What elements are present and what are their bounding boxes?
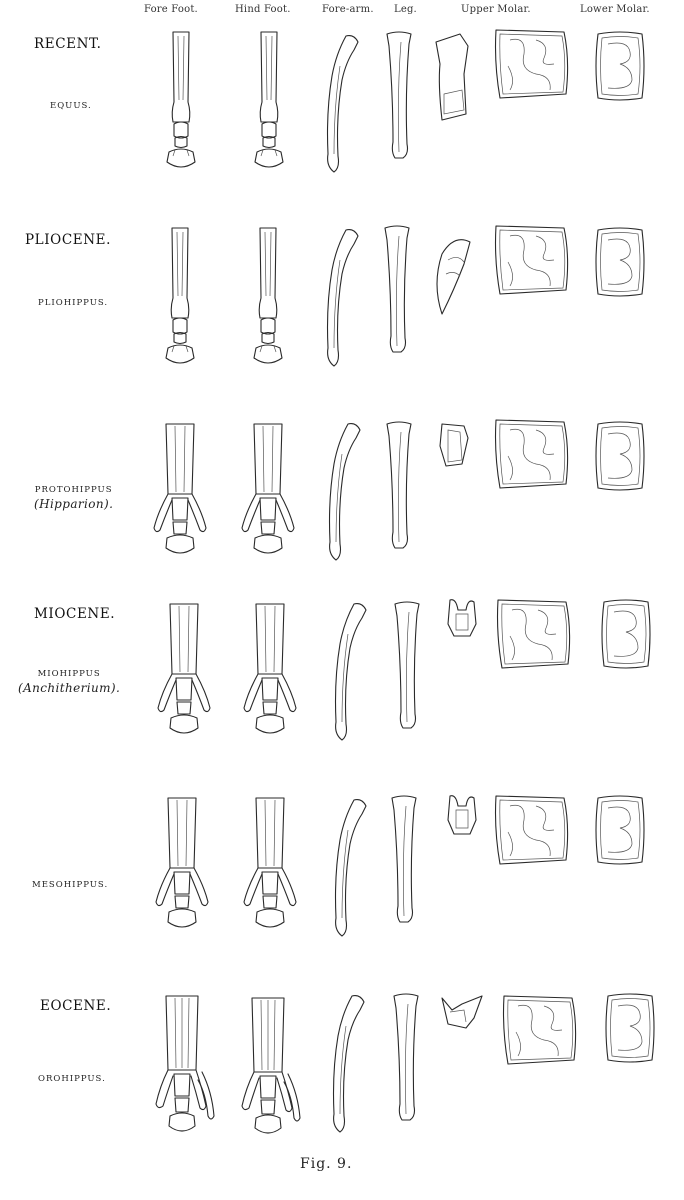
row-pliohippus — [166, 226, 644, 366]
era-label-recent: RECENT. — [34, 36, 102, 52]
lower-molar-drawing — [596, 32, 644, 100]
lower-molar-drawing — [606, 994, 654, 1062]
column-heading-fore-foot: Fore Foot. — [144, 4, 198, 15]
leg-drawing — [387, 32, 411, 158]
row-orohippus — [156, 994, 654, 1133]
genus-name: MIOHIPPUS — [37, 669, 101, 679]
fore-foot-drawing — [158, 604, 210, 733]
genus-name: PROTOHIPPUS — [34, 485, 113, 495]
row-equus — [167, 30, 644, 172]
upper-molar-drawing — [504, 996, 576, 1064]
lower-molar-drawing — [596, 796, 644, 864]
era-label-pliocene: PLIOCENE. — [25, 232, 111, 248]
leg-drawing — [394, 994, 418, 1120]
upper-molar-drawing — [496, 30, 568, 98]
fore-foot-drawing — [166, 228, 194, 363]
fore-foot-drawing — [167, 32, 195, 167]
upper-molar-drawing — [496, 796, 568, 864]
figure-caption: Fig. 9. — [300, 1156, 353, 1172]
premolar-drawing — [440, 424, 468, 466]
genus-synonym: (Hipparion). — [34, 497, 114, 511]
incisor-drawing — [437, 240, 470, 314]
column-heading-upper-molar: Upper Molar. — [461, 4, 531, 15]
fore-foot-drawing — [156, 798, 208, 927]
row-mesohippus — [156, 796, 644, 936]
hind-foot-drawing — [244, 798, 296, 927]
column-heading-hind-foot: Hind Foot. — [235, 4, 291, 15]
fore-arm-drawing — [328, 36, 359, 172]
upper-molar-drawing — [496, 420, 568, 488]
incisor-drawing — [436, 34, 468, 120]
fore-arm-drawing — [328, 230, 359, 366]
fore-arm-drawing — [334, 996, 365, 1132]
genus-label-equus: EQUUS. — [50, 101, 92, 111]
fore-arm-drawing — [336, 604, 367, 740]
hind-foot-drawing — [244, 604, 296, 733]
genus-synonym: (Anchitherium). — [18, 681, 121, 695]
hind-foot-drawing — [255, 32, 283, 167]
leg-drawing — [387, 422, 411, 548]
hind-foot-drawing — [242, 998, 300, 1133]
row-miohippus — [158, 600, 650, 740]
fore-foot-drawing — [154, 424, 206, 553]
genus-label-orohippus: OROHIPPUS. — [38, 1074, 106, 1084]
upper-molar-drawing — [498, 600, 570, 668]
hind-foot-drawing — [254, 228, 282, 363]
lower-molar-drawing — [596, 228, 644, 296]
leg-drawing — [392, 796, 416, 922]
row-protohippus — [154, 420, 644, 560]
era-label-miocene: MIOCENE. — [34, 606, 116, 622]
genus-label-pliohippus: PLIOHIPPUS. — [38, 298, 109, 308]
hind-foot-drawing — [242, 424, 294, 553]
genus-label-mesohippus: MESOHIPPUS. — [32, 880, 109, 890]
lower-molar-drawing — [596, 422, 644, 490]
lower-molar-drawing — [602, 600, 650, 668]
leg-drawing — [385, 226, 409, 352]
column-heading-leg: Leg. — [394, 4, 417, 15]
premolar-drawing — [448, 600, 476, 636]
leg-drawing — [395, 602, 419, 728]
premolar-drawing — [448, 796, 476, 834]
era-label-eocene: EOCENE. — [40, 998, 112, 1014]
upper-molar-drawing — [496, 226, 568, 294]
fore-foot-drawing — [156, 996, 214, 1131]
column-heading-fore-arm: Fore-arm. — [322, 4, 374, 15]
premolar-drawing — [442, 996, 482, 1028]
column-heading-lower-molar: Lower Molar. — [580, 4, 650, 15]
fore-arm-drawing — [336, 800, 367, 936]
fore-arm-drawing — [330, 424, 361, 560]
